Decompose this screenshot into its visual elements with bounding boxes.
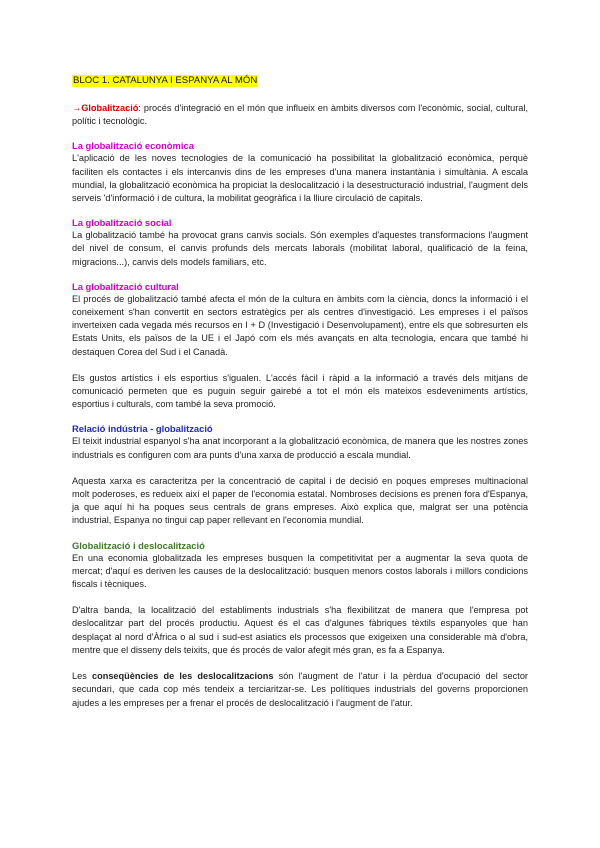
industry-paragraph-2: Aquesta xarxa es caracteritza per la concentració de capital i de decisió en poques empreses multinacional molt poderoses, es redueix així el paper de l'economia estatal. Nombroses decisions es prenen fora d'Espanya, ja que aquí hi ha poques seus centrals de grans empreses. Això explica que, malgrat ser una potència industrial, Espanya no tingui cap paper rellevant en l'economia mundial. [72, 475, 528, 526]
heading-industry: Relació indústria - globalització [72, 423, 213, 435]
economic-paragraph: L'aplicació de les noves tecnologies de la comunicació ha possibilitat la globalització econòmica, perquè faciliten els contactes i els intercanvis dins de les empreses d'una manera instantània i simultània. A escala mundial, la globalització econòmica ha propiciat la deslocalització i la desestructuració industrial, l'augment dels serveis 'd'informació i de cultura, la mobilitat geogràfica i la lliure circulació de capitals. [72, 153, 528, 204]
arrow-icon: → [72, 103, 82, 113]
cultural-paragraph-2: Els gustos artístics i els esportius s'igualen. L'accés fàcil i ràpid a la informació a través dels mitjans de comunicació permeten que es puguin seguir gairebé a tot el món els mateixos esdeveniments artístics, esportius i culturals, com també la seva promoció. [72, 372, 528, 410]
intro-text: : procés d'integració en el món que influeix en àmbits diversos com l'econòmic, social, cultural, polític i tecnològic. [72, 103, 528, 127]
globalization-keyword: Globalització [81, 103, 139, 113]
consequences-post: són l'augment de l'atur i la pèrdua d'ocupació del sector secundari, que cada cop més tendeix a terciaritzar-se. Les polítiques industrials del governs proporcionen ajudes a les empreses per a frenar el procés de deslocalització i l'augment de l'atur. [72, 671, 528, 708]
cultural-paragraph-1: El procés de globalització també afecta el món de la cultura en àmbits com la ciència, doncs la informació i el coneixement s'han convertit en sectors estratègics per als centres d'investigació. Les empreses i el països inverteixen cada vegada més recursos en I + D (Investigació i Desenvolupament), entre els que sobresurten els Estats Units, els països de la UE i el Japó com els més avançats en alta tecnologia, encara que també hi destaquen Corea del Sud i el Canadà. [72, 293, 528, 357]
consequences-pre: Les [72, 671, 92, 682]
document-body [72, 70, 528, 710]
heading-economic: La globalització econòmica [72, 140, 194, 152]
delocalization-paragraph-1: En una economia globalitzada les empreses busquen la competitivitat per a augmentar la seva quota de mercat; d'aquí es deriven les causes de la deslocalització: busquen menors costos laborals i millors condicions fiscals i tècniques. [72, 552, 528, 590]
consequences-bold: conseqüències de les deslocalitzacions [91, 671, 274, 682]
heading-cultural: La globalització cultural [72, 280, 179, 292]
intro-paragraph [72, 102, 528, 128]
block-title: BLOC 1. CATALUNYA I ESPANYA AL MÓN [73, 75, 258, 86]
social-paragraph: La globalització també ha provocat grans canvis socials. Són exemples d'aquestes transformacions l'augment del nivel de consum, el canvis profunds dels mercats laborals (mobilitat laboral, qualificació de la feina, migracions...), canvis dels models familiars, etc. [72, 230, 528, 267]
delocalization-paragraph-3 [72, 670, 528, 710]
industry-paragraph-1: El teixit industrial espanyol s'ha anat incorporant a la globalització econòmica, de manera que les nostres zones industrials es configuren com ara punts d'una xarxa de producció a escala mundial. [72, 436, 528, 460]
delocalization-paragraph-2: D'altra banda, la localització del establiments industrials s'ha flexibilitzat de manera que l'empresa pot deslocalitzar part del procés productiu. Aquest és el cas d'algunes fàbriques tèxtils espanyoles que han desplaçat al nord d'Àfrica o al sud i sud-est asiatics els processos que exigeixen una considerable mà d'obra, mentre que el disseny dels teixits, que és procés de valor afegit més gran, es fa a Espanya. [72, 605, 528, 655]
heading-social: La globalització social [72, 217, 172, 229]
heading-delocalization: Globalització i deslocalització [72, 539, 205, 551]
